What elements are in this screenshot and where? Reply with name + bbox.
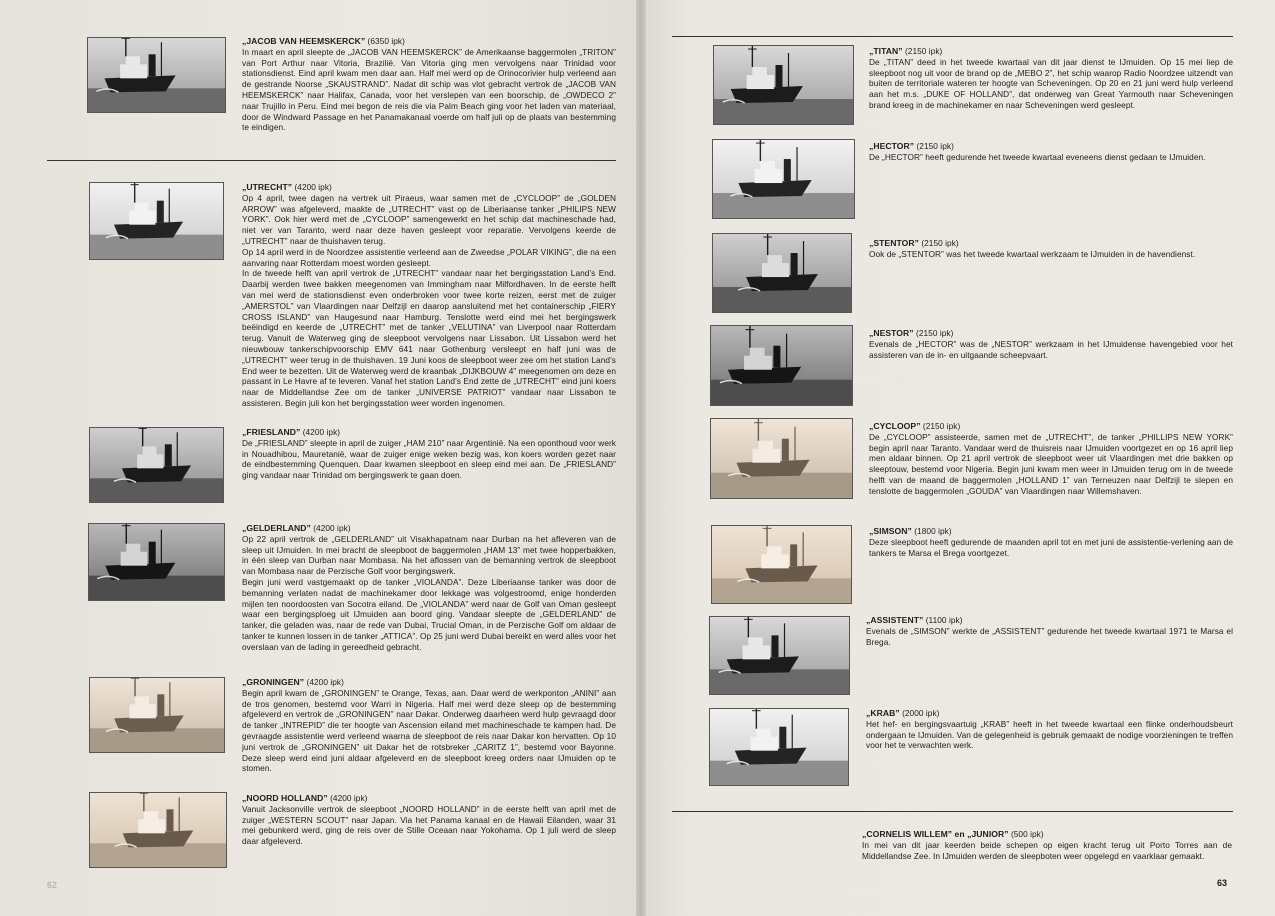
entry-power: (4200 ipk) bbox=[294, 182, 332, 192]
entry-title: „GRONINGEN” bbox=[242, 677, 305, 687]
entry-paragraph: De „FRIESLAND” sleepte in april de zuiger „HAM 210” naar Argentinië. Na een oponthoud voor werk in Nouadhibou, Mauretanië, waar de zuiger enige weken bezig was, kon koers worden gezet naar de eindbestemming Quenquen. Daar kwamen sleepboot en sleep eind mei aan. De „FRIESLAND” ging vandaar naar Trinidad om bergingswerk te gaan doen. bbox=[242, 437, 616, 481]
entry-paragraph: De „CYCLOOP” assisteerde, samen met de „UTRECHT”, de tanker „PHILLIPS NEW YORK” begin april naar Taranto. Vandaar werd de thuisreis naar IJmuiden voortgezet en op 16 april liep men aldaar binnen. Op 21 april vertrok de sleepboot weer uit Vlaardingen met drie bakken op sleeptouw, bestemd voor Nigeria. Begin juni kwam men weer in IJmuiden terug om in de tweede helft van de maand de baggermolen „HOLLAND 1” van Terneuzen naar Delfzijl te slepen en tenslotte de baggermolen „GOUDA” van Vlaardingen naar Willemshaven. bbox=[869, 431, 1233, 496]
entry-power: (6350 ipk) bbox=[367, 36, 405, 46]
entry-power: (2150 ipk) bbox=[921, 238, 959, 248]
tugboat-photo bbox=[89, 677, 225, 753]
section-divider bbox=[672, 811, 1233, 812]
tugboat-photo bbox=[712, 233, 852, 313]
entry-paragraph: Ook de „STENTOR” was het tweede kwartaal werkzaam te IJmuiden in de havendienst. bbox=[869, 248, 1196, 259]
entry-title: „NESTOR” bbox=[869, 328, 914, 338]
entry-jacob-van-heemskerck bbox=[242, 36, 616, 133]
tugboat-photo bbox=[712, 139, 855, 219]
entry-title: „UTRECHT” bbox=[242, 182, 293, 192]
entry-groningen bbox=[242, 677, 616, 774]
entry-paragraph: Evenals de „HECTOR” was de „NESTOR” werkzaam in het IJmuidense havengebied voor het assisteren van de in- en uitgaande scheepvaart. bbox=[869, 338, 1233, 360]
entry-power: (4200 ipk) bbox=[302, 427, 341, 437]
entry-title: „HECTOR” bbox=[869, 141, 915, 151]
entry-title: „TITAN” bbox=[869, 46, 903, 56]
entry-title: „CYCLOOP” bbox=[869, 421, 921, 431]
entry-title: „FRIESLAND” bbox=[242, 427, 301, 437]
tugboat-photo bbox=[89, 792, 227, 868]
entry-paragraph: De „TITAN” deed in het tweede kwartaal van dit jaar dienst te IJmuiden. Op 15 mei liep de sleepboot nog uit voor de brand op de „MEBO 2”, het schip waarop Radio Noordzee uitzendt van buiten de territoriale wateren ter hoogte van Scheveningen. Op 20 en 21 juni werd hulp verleend aan het m.s. „DUKE OF HOLLAND”, dat onderweg van Great Yarmouth naar Scheveningen brand kreeg in de machinekamer en naar Scheveningen werd gesleept. bbox=[869, 56, 1233, 110]
entry-title: „NOORD HOLLAND” bbox=[242, 793, 328, 803]
entry-title: „ASSISTENT” bbox=[866, 615, 924, 625]
entry-simson bbox=[869, 526, 1233, 558]
entry-krab bbox=[866, 708, 1233, 751]
entry-title: „CORNELIS WILLEM” en „JUNIOR” bbox=[862, 829, 1009, 839]
entry-paragraph: Deze sleepboot heeft gedurende de maanden april tot en met juni de assistentie-verlening aan de tankers te Marsa el Brega voortgezet. bbox=[869, 536, 1233, 558]
tugboat-photo bbox=[89, 427, 224, 503]
tugboat-photo bbox=[89, 182, 224, 260]
entry-power: (2000 ipk) bbox=[902, 708, 940, 718]
tugboat-photo bbox=[88, 523, 225, 601]
entry-title: „GELDERLAND” bbox=[242, 523, 311, 533]
tugboat-photo bbox=[709, 616, 850, 695]
entry-power: (4200 ipk) bbox=[313, 523, 351, 533]
section-divider bbox=[47, 160, 616, 161]
entry-power: (2150 ipk) bbox=[916, 328, 954, 338]
entry-title: „STENTOR” bbox=[869, 238, 919, 248]
entry-paragraph: Op 22 april vertrok de „GELDERLAND” uit Visakhapatnam naar Durban na het afleveren van de sleep uit IJmuiden. In mei bracht de sleepboot de baggermolen „HAM 13” met twee hopperbakken, in één sleep van Durban naar Mombasa. Na het aflossen van de bemanning vertrok de sleepboot van Mombasa naar de Perzische Golf voor bergingswerk. bbox=[242, 533, 616, 577]
entry-power: (1800 ipk) bbox=[914, 526, 952, 536]
page-number: 63 bbox=[1217, 878, 1228, 888]
entry-power: (500 ipk) bbox=[1010, 829, 1044, 839]
tugboat-photo bbox=[713, 45, 854, 125]
entry-power: (2150 ipk) bbox=[916, 141, 954, 151]
tugboat-photo bbox=[710, 418, 853, 499]
entry-titan bbox=[869, 46, 1233, 111]
entry-paragraph: Op 4 april, twee dagen na vertrek uit Piraeus, waar samen met de „CYCLOOP” de „GOLDEN ARROW” was afgeleverd, maakte de „UTRECHT” vast op de Liberiaanse tanker „PHILIPS NEW YORK”. Ook hier werd met de „CYCLOOP” samengewerkt en het schip dat machineschade had, niet ver van Taranto, werd naar deze haven gesleept voor reparatie. Vervolgens keerde de „UTRECHT” naar de thuishaven terug. bbox=[242, 192, 616, 246]
entry-stentor bbox=[869, 238, 1233, 260]
entry-assistent bbox=[866, 615, 1233, 647]
entry-nestor bbox=[869, 328, 1233, 360]
entry-noord-holland bbox=[242, 793, 616, 847]
tugboat-photo bbox=[711, 525, 852, 604]
entry-title: „JACOB VAN HEEMSKERCK” bbox=[242, 36, 366, 46]
entry-power: (2150 ipk) bbox=[922, 421, 961, 431]
entry-cycloop bbox=[869, 421, 1233, 497]
page-number: 62 bbox=[47, 880, 58, 890]
section-divider bbox=[672, 36, 1233, 37]
entry-utrecht bbox=[242, 182, 616, 409]
entry-paragraph: In de tweede helft van april vertrok de „UTRECHT” vandaar naar het bergingsstation Land’s End. Daarbij werden twee bakken meegenomen van Immingham naar Milfordhaven. In de eerste helft van mei werd de stationsdienst even onderbroken voor twee korte reizen, eerst met de zuiger „AMERSTOL” van Vlaardingen naar Delfzijl en daarop aansluitend met het containerschip „FIERY CROSS ISLAND” van Haugesund naar Hamburg. Tenslotte werd eind mei het bergingswerk beëindigd en keerde de „UTRECHT” met de tanker „VELUTINA” van Liverpool naar Rotterdam terug. Vanuit de Waterweg ging de sleepboot vervolgens naar Lissabon. Uit Lissabon werd het nieuwbouw tankerschipvoorschip EMV 641 naar Gothenburg versleept en half juni was de „UTRECHT” weer terug in de thuishaven. 19 Juni koos de sleepboot weer zee om het station Land’s End weer te bezetten. Uit de Waterweg werd de kraanbak „DIJKBOUW 4” meegenomen om deze en passant in Le Havre af te leveren. Vanaf het station Land’s End zette de „UTRECHT” eind juni koers naar de Middellandse Zee om de tanker „UNIVERSE PATRIOT” vandaar naar Lissabon te assisteren. Begin juli kon het bergingsstation weer worden ingenomen. bbox=[242, 268, 616, 408]
entry-title: „SIMSON” bbox=[869, 526, 912, 536]
entry-paragraph: Het hef- en bergingsvaartuig „KRAB” heeft in het tweede kwartaal een flinke onderhoudsbeurt ondergaan te IJmuiden. Van de gelegenheid is gebruik gemaakt de nodige voorzieningen te treffen voor het te verwachten werk. bbox=[866, 718, 1233, 751]
entry-hector bbox=[869, 141, 1233, 163]
entry-title: „KRAB” bbox=[866, 708, 900, 718]
entry-paragraph: Begin april kwam de „GRONINGEN” te Orange, Texas, aan. Daar werd de werkponton „ANINI” aan de tros genomen, bestemd voor Warri in Nigeria. Half mei werd deze sleep op de bestemming afgeleverd en vertrok de „GRONINGEN” naar Dakar. Onderweg daarheen werd hulp gevraagd door de tanker „INTREPID” die ter hoogte van Ascension eiland met machineschade te kampen had. De gevraagde assistentie werd verleend waarna de sleepboot de reis naar Dakar kon hervatten. Op 10 juni vertrok de „GRONINGEN” uit Dakar het de rotsbreker „CARITZ 1”, bestemd voor Bayonne. Deze sleep werd eind juni aldaar afgeleverd en de sleepboot kreeg orders naar IJmuiden op te stomen. bbox=[242, 687, 616, 774]
entry-paragraph: In maart en april sleepte de „JACOB VAN HEEMSKERCK” de Amerikaanse baggermolen „TRITON” van Port Arthur naar Vitoria, Brazilië. Van Vitoria ging men vervolgens naar Trinidad voor stationsdienst. Eind april kwam men daar aan. Half mei werd op de Orinocorivier hulp verleend aan de gestrande Noorse „SKAUSTRAND”. Nadat dit schip was vlot gebracht vertrok de „JACOB VAN HEEMSKERCK” naar Halifax, Canada, voor het verslepen van een boorschip, de „OWDECO 2” naar Trujillo in Peru. Eind mei begon de reis die via Palm Beach ging voor het laden van materiaal, door de Windward Passage en het Panamakanaal voerde om half juli op de plaats van bestemming te eindigen. bbox=[242, 46, 616, 133]
tugboat-photo bbox=[709, 708, 849, 786]
entry-gelderland bbox=[242, 523, 616, 653]
entry-cornelis-willem-junior bbox=[862, 829, 1232, 861]
entry-power: (2150 ipk) bbox=[904, 46, 943, 56]
entry-friesland bbox=[242, 427, 616, 481]
entry-power: (4200 ipk) bbox=[306, 677, 344, 687]
entry-paragraph: Evenals de „SIMSON” werkte de „ASSISTENT” gedurende het tweede kwartaal 1971 te Marsa el Brega. bbox=[866, 625, 1233, 647]
tugboat-photo bbox=[710, 325, 853, 406]
entry-power: (4200 ipk) bbox=[330, 793, 368, 803]
entry-power: (1100 ipk) bbox=[925, 615, 963, 625]
book-gutter bbox=[636, 0, 646, 916]
entry-paragraph: De „HECTOR” heeft gedurende het tweede kwartaal eveneens dienst gedaan te IJmuiden. bbox=[869, 151, 1206, 162]
entry-paragraph: Op 14 april werd in de Noordzee assistentie verleend aan de Zweedse „POLAR VIKING”, die na een aanvaring naar Rotterdam moest worden gesleept. bbox=[242, 246, 616, 268]
tugboat-photo bbox=[87, 37, 226, 113]
entry-paragraph: Begin juni werd vastgemaakt op de tanker „VIOLANDA”. Deze Liberiaanse tanker was door de bemanning verlaten nadat de machinekamer door lekkage was volgestroomd, enige honderden mijlen ten noordoosten van Socotra eiland. De „VIOLANDA” werd naar de Golf van Oman gesleept waar een bergingsploeg uit IJmuiden aan boord ging. Vandaar sleepte de „GELDERLAND” de tanker, die geladen was, naar de rede van Dubai, Trucial Oman, in de Perzische Golf om aldaar de tanker te kunnen lossen in de tanker „ATTICA”. Op 25 juni werd Dubai bereikt en werd alles voor het overslaan van de lading in gereedheid gebracht. bbox=[242, 576, 616, 652]
entry-paragraph: In mei van dit jaar keerden beide schepen op eigen kracht terug uit Porto Torres aan de Middellandse Zee. In IJmuiden werden de sleepboten weer opgelegd en vaarklaar gemaakt. bbox=[862, 839, 1232, 861]
entry-paragraph: Vanuit Jacksonville vertrok de sleepboot „NOORD HOLLAND” in de eerste helft van april met de zuiger „WESTERN SCOUT” naar Japan. Via het Panama kanaal en de Hawaii Eilanden, waar 31 mei gebunkerd werd, ging de reis over de Stille Oceaan naar Yokohama. Op 1 juli werd de sleep daar afgeleverd. bbox=[242, 803, 616, 847]
